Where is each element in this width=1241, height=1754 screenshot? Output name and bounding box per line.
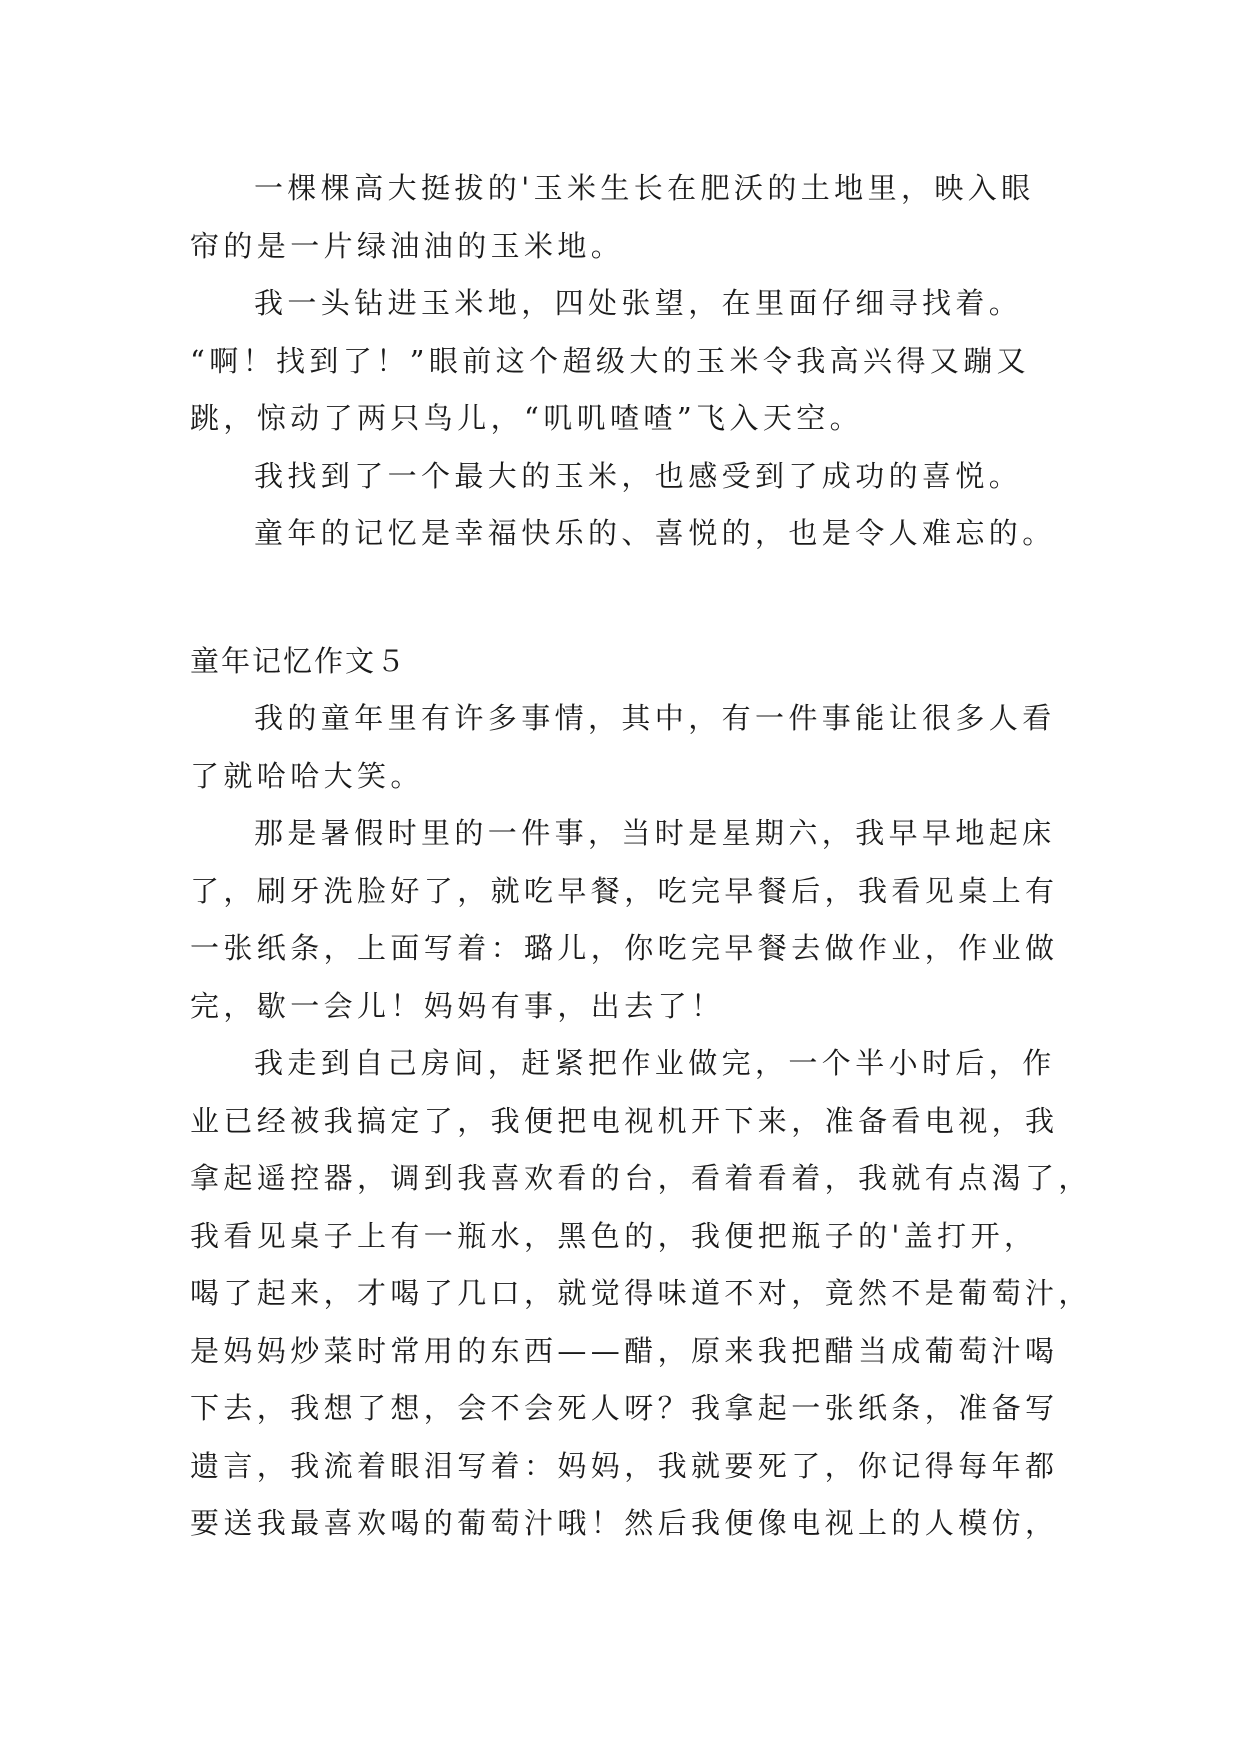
paragraph-line: 下去，我想了想，会不会死人呀？我拿起一张纸条，准备写 (190, 1391, 1059, 1425)
paragraph-line: 完，歇一会儿！妈妈有事，出去了！ (190, 988, 725, 1023)
paragraph-line: 了，刷牙洗脸好了，就吃早餐，吃完早餐后，我看见桌上有 (190, 873, 1059, 908)
paragraph-line: 了就哈哈大笑。 (190, 758, 424, 793)
paragraph-line: 要送我最喜欢喝的葡萄汁哦！然后我便像电视上的人模仿， (190, 1506, 1059, 1540)
paragraph-line: 帘的是一片绿油油的玉米地。 (190, 228, 625, 263)
essay-title: 童年记忆作文５ (190, 643, 408, 678)
paragraph-line: 业已经被我搞定了，我便把电视机开下来，准备看电视，我 (190, 1103, 1059, 1138)
paragraph-line: “啊！找到了！”眼前这个超级大的玉米令我高兴得又蹦又 (190, 343, 1031, 378)
paragraph-line: 童年的记忆是幸福快乐的、喜悦的，也是令人难忘的。 (254, 516, 1056, 550)
paragraph-line: 一棵棵高大挺拔的'玉米生长在肥沃的土地里，映入眼 (254, 171, 1035, 205)
document-page (190, 160, 1092, 1553)
paragraph-line: 我的童年里有许多事情，其中，有一件事能让很多人看 (254, 701, 1056, 735)
paragraph-line: 我看见桌子上有一瓶水，黑色的，我便把瓶子的'盖打开， (190, 1218, 1038, 1253)
paragraph-line: 我找到了一个最大的玉米，也感受到了成功的喜悦。 (254, 458, 1023, 493)
paragraph-line: 一张纸条，上面写着：璐儿，你吃完早餐去做作业，作业做 (190, 931, 1059, 965)
paragraph-line: 喝了起来，才喝了几口，就觉得味道不对，竟然不是葡萄汁， (190, 1276, 1092, 1310)
paragraph-line: 我走到自己房间，赶紧把作业做完，一个半小时后，作 (254, 1046, 1056, 1080)
paragraph-line: 跳，惊动了两只鸟儿，“叽叽喳喳”飞入天空。 (190, 401, 864, 435)
section-gap (190, 563, 1050, 633)
essay-5 (190, 633, 1092, 1553)
paragraph-line: 那是暑假时里的一件事，当时是星期六，我早早地起床 (254, 816, 1056, 850)
paragraph-line: 我一头钻进玉米地，四处张望，在里面仔细寻找着。 (254, 286, 1023, 320)
paragraph-line: 是妈妈炒菜时常用的东西——醋，原来我把醋当成葡萄汁喝 (190, 1333, 1059, 1368)
section-1 (190, 160, 1056, 563)
paragraph-line: 拿起遥控器，调到我喜欢看的台，看着看着，我就有点渴了， (190, 1161, 1092, 1195)
paragraph-line: 遗言，我流着眼泪写着：妈妈，我就要死了，你记得每年都 (190, 1448, 1059, 1483)
